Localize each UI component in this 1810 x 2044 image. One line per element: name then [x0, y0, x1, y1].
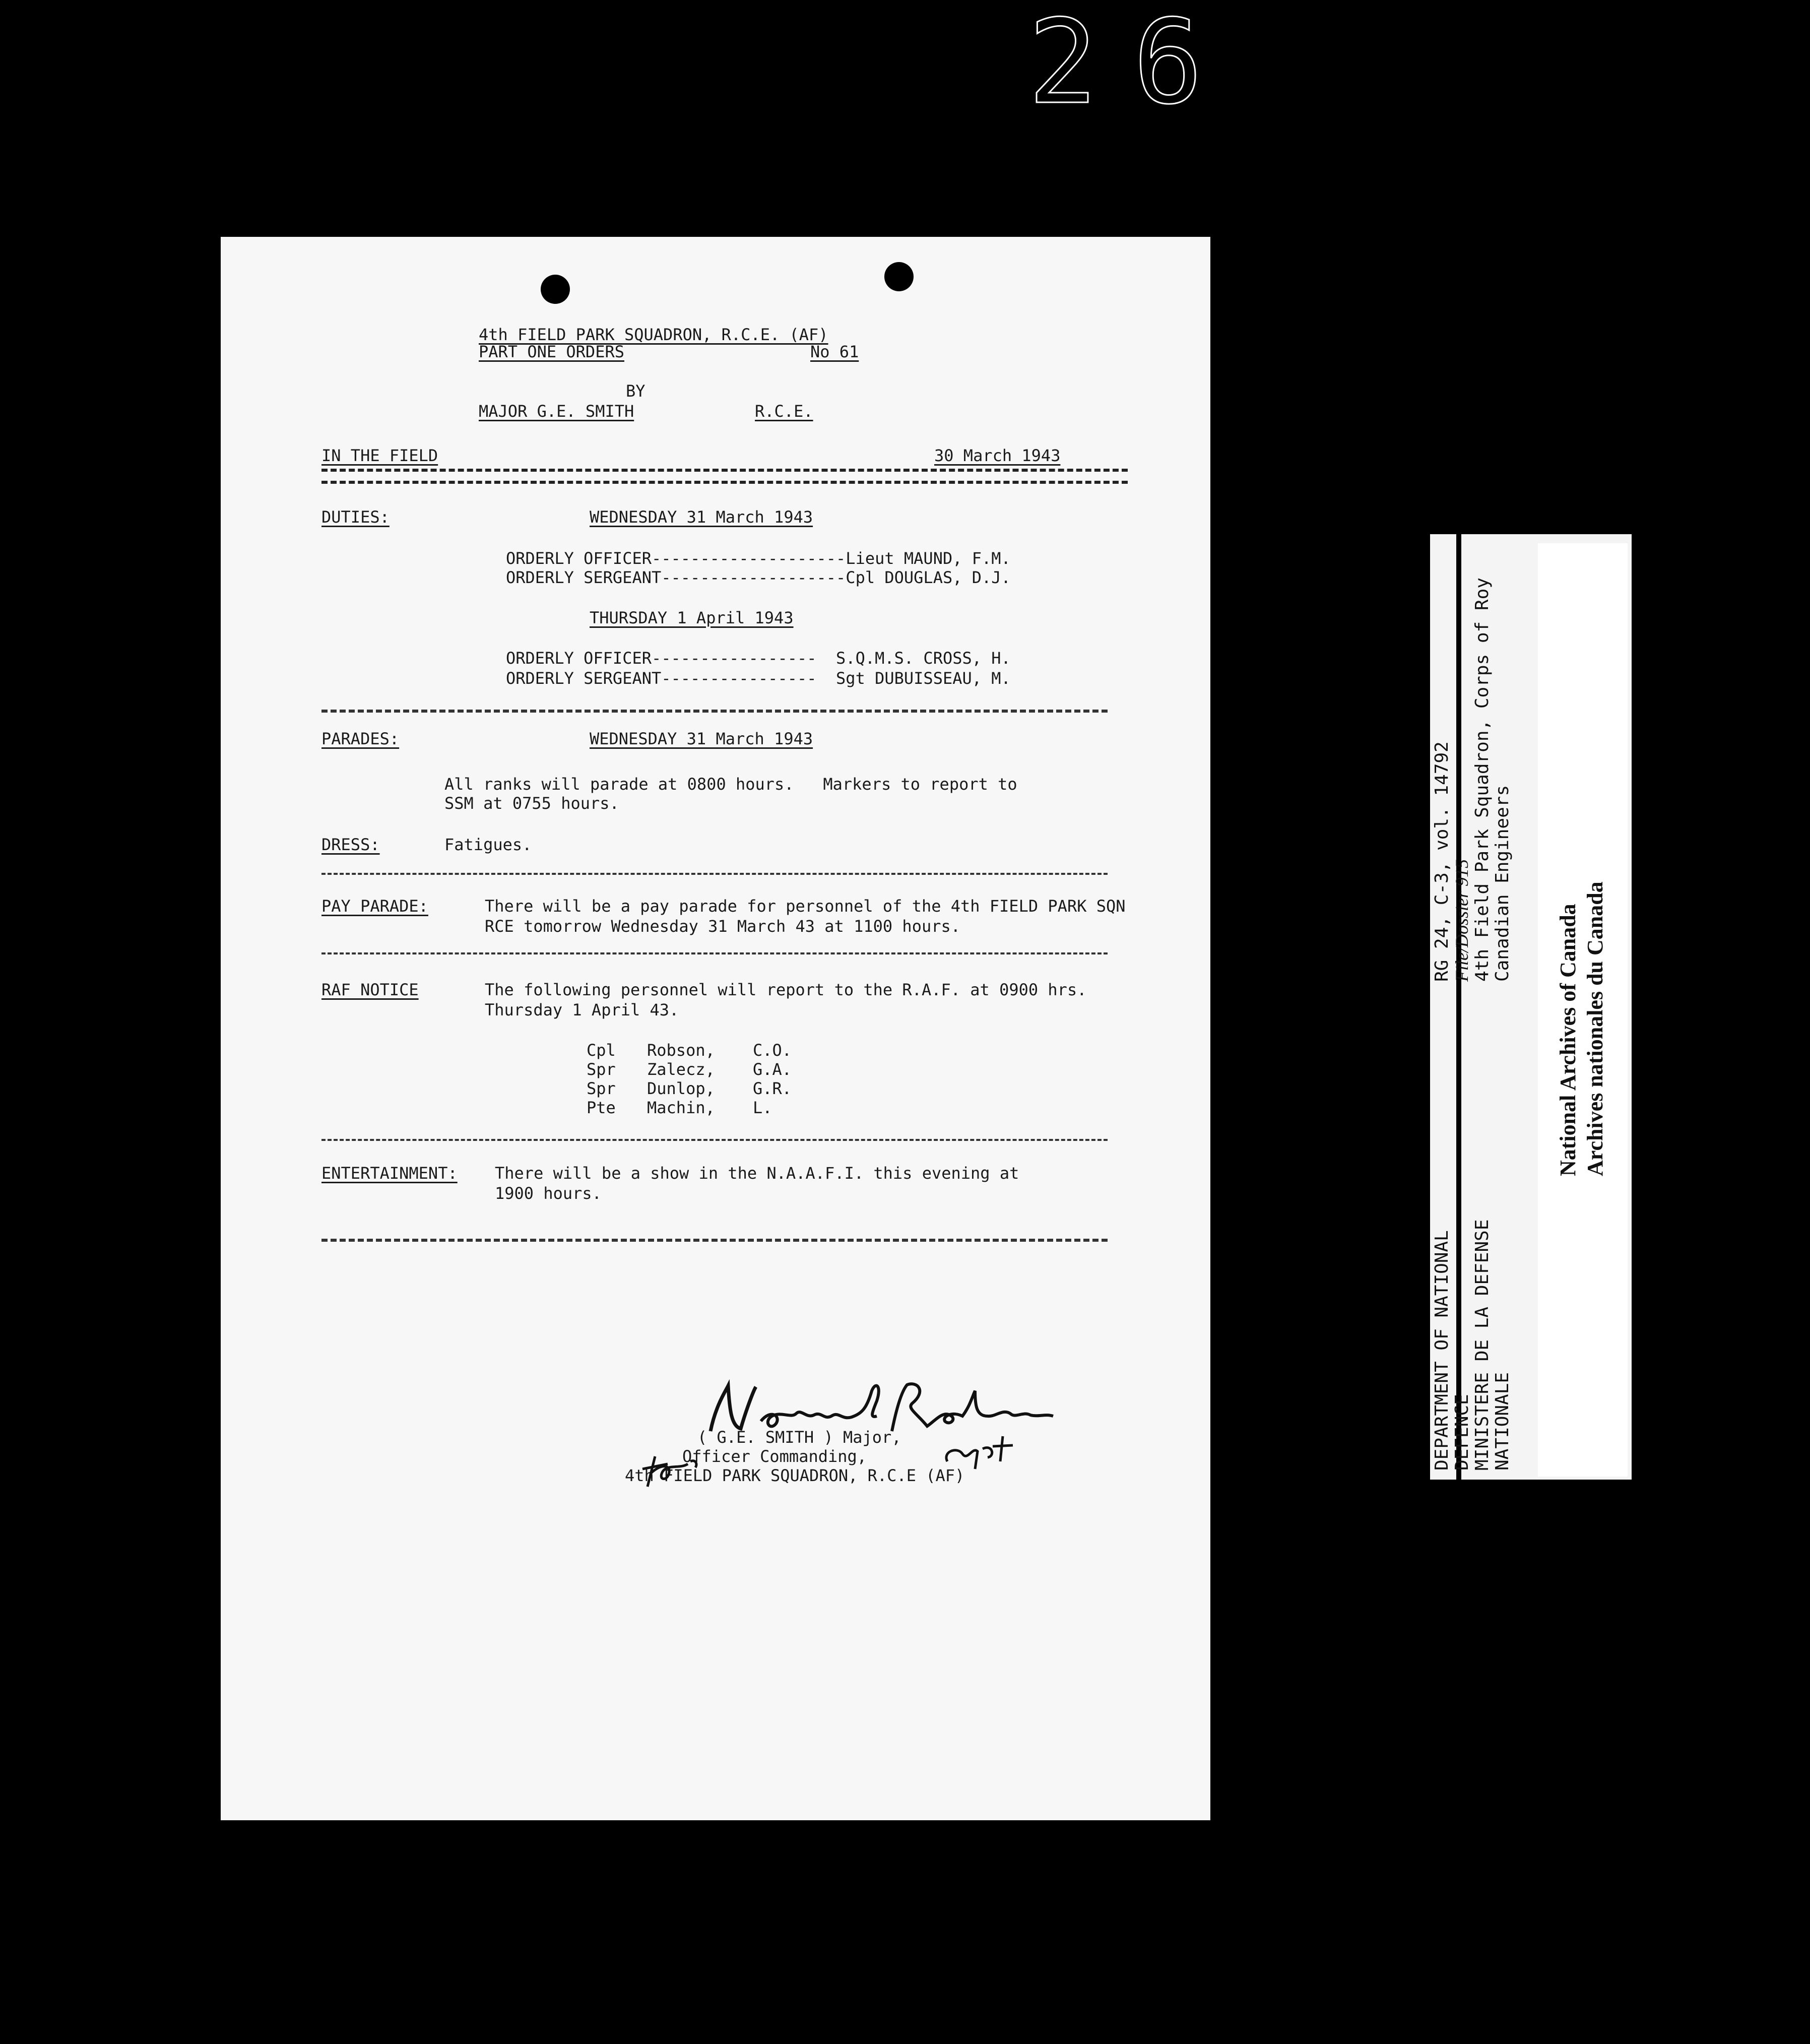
duties-day2-officer: ORDERLY OFFICER----------------- S.Q.M.S. CROSS, H.: [506, 649, 1011, 668]
raf-label: RAF NOTICE: [321, 980, 419, 999]
duties-day1: WEDNESDAY 31 March 1943: [590, 507, 813, 527]
raf-line1: The following personnel will report to the R.A.F. at 0900 hrs.: [485, 980, 1087, 999]
pay-label: PAY PARADE:: [321, 897, 428, 916]
archives-name-en: National Archives of Canada: [1556, 904, 1580, 1176]
dept-line: DEFENCE: [1452, 1394, 1472, 1471]
personnel-rank: Spr: [587, 1079, 616, 1098]
personnel-initials: C.O.: [753, 1041, 792, 1060]
pay-line1: There will be a pay parade for personnel of the 4th FIELD PARK SQN: [485, 897, 1126, 916]
dept-line: MINISTERE DE LA DEFENSE: [1472, 1219, 1493, 1471]
archive-unit: Canadian Engineers: [1492, 785, 1513, 982]
by-label: BY: [626, 381, 645, 401]
archive-department: [1452, 1394, 1472, 1471]
pay-line2: RCE tomorrow Wednesday 31 March 43 at 1100 hours.: [485, 917, 961, 936]
duties-label: DUTIES:: [321, 507, 390, 527]
major-name: MAJOR G.E. SMITH: [479, 402, 634, 421]
archive-reference: RG 24, C-3, vol. 14792: [1432, 741, 1452, 982]
entertainment-line2: 1900 hours.: [495, 1184, 602, 1203]
signatory-title: Officer Commanding,: [682, 1447, 867, 1466]
divider: [321, 710, 1108, 713]
handwritten-signature: [640, 1361, 1088, 1492]
archive-file: File/Dossier 915: [1452, 859, 1472, 982]
entertainment-label: ENTERTAINMENT:: [321, 1164, 458, 1183]
frame-number: 26: [1028, 0, 1238, 130]
parades-line1: All ranks will parade at 0800 hours. Markers to report to: [444, 775, 1017, 794]
parades-line2: SSM at 0755 hours.: [444, 794, 619, 813]
archive-department: [1472, 1220, 1493, 1471]
duties-day2: THURSDAY 1 April 1943: [590, 608, 794, 627]
personnel-name: Dunlop,: [647, 1079, 715, 1098]
personnel-initials: G.R.: [753, 1079, 792, 1098]
duties-day1-officer: ORDERLY OFFICER--------------------Lieut MAUND, F.M.: [506, 549, 1011, 568]
divider: [321, 952, 1108, 954]
archives-name-fr: Archives nationales du Canada: [1583, 881, 1607, 1176]
punch-hole: [884, 262, 914, 291]
archive-department: [1432, 1230, 1452, 1471]
dress-text: Fatigues.: [444, 835, 532, 854]
personnel-name: Robson,: [647, 1041, 715, 1060]
signatory-name: ( G.E. SMITH ) Major,: [697, 1428, 901, 1447]
orders-number: No 61: [810, 342, 859, 361]
dress-label: DRESS:: [321, 835, 380, 854]
duties-day2-sergeant: ORDERLY SERGEANT---------------- Sgt DUBUISSEAU, M.: [506, 669, 1011, 688]
document-page: [221, 237, 1210, 1820]
personnel-rank: Cpl: [587, 1041, 616, 1060]
dept-line: DEPARTMENT OF NATIONAL: [1432, 1230, 1452, 1471]
signatory-unit: 4th FIELD PARK SQUADRON, R.C.E (AF): [625, 1466, 965, 1485]
divider: [321, 1239, 1108, 1242]
order-date: 30 March 1943: [934, 446, 1061, 465]
divider: [321, 1139, 1108, 1141]
personnel-initials: G.A.: [753, 1060, 792, 1079]
personnel-rank: Pte: [587, 1098, 616, 1117]
unit-heading: 4th FIELD PARK SQUADRON, R.C.E. (AF): [479, 325, 828, 344]
corps-abbrev: R.C.E.: [755, 402, 813, 421]
punch-hole: [541, 275, 570, 304]
personnel-name: Zalecz,: [647, 1060, 715, 1079]
archive-department: [1493, 1372, 1513, 1471]
divider: [321, 873, 1108, 875]
personnel-name: Machin,: [647, 1098, 715, 1117]
dept-line: NATIONALE: [1492, 1372, 1513, 1471]
parades-day: WEDNESDAY 31 March 1943: [590, 729, 813, 748]
place-label: IN THE FIELD: [321, 446, 438, 465]
duties-day1-sergeant: ORDERLY SERGEANT-------------------Cpl DOUGLAS, D.J.: [506, 568, 1011, 587]
double-rule: [321, 469, 1128, 484]
orders-heading: PART ONE ORDERS: [479, 342, 624, 361]
archive-label-separator: [1456, 534, 1461, 1480]
personnel-rank: Spr: [587, 1060, 616, 1079]
entertainment-line1: There will be a show in the N.A.A.F.I. this evening at: [495, 1164, 1019, 1183]
archive-unit: 4th Field Park Squadron, Corps of Roy: [1472, 578, 1493, 982]
personnel-initials: L.: [753, 1098, 772, 1117]
raf-line2: Thursday 1 April 43.: [485, 1000, 679, 1019]
parades-label: PARADES:: [321, 729, 400, 748]
